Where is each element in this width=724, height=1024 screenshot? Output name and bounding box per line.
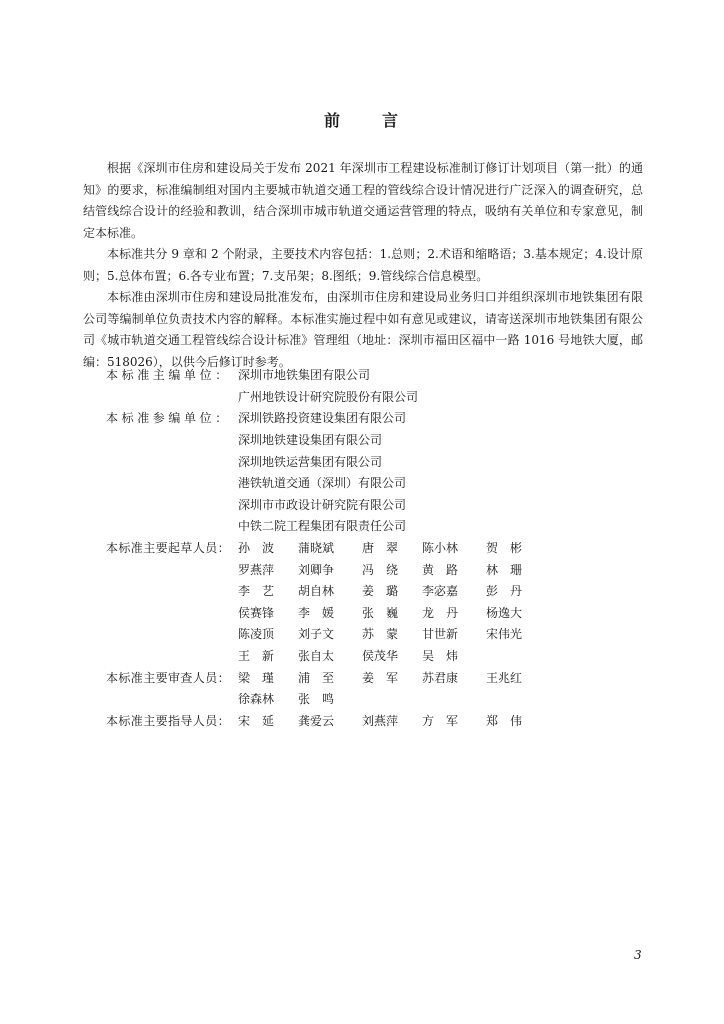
drafter-name: 刘子文 (298, 627, 335, 642)
reviewer-name: 浦 至 (298, 670, 335, 685)
participating-unit-item: 深圳地铁运营集团有限公司 (238, 454, 383, 469)
drafter-name: 林 珊 (486, 562, 523, 577)
chief-unit-item: 深圳市地铁集团有限公司 (238, 368, 371, 383)
drafters-label: 本标准主要起草人员： (106, 541, 231, 556)
chief-units-label: 本标准主编单位： (106, 368, 231, 383)
drafter-name: 姜 璐 (362, 584, 399, 599)
drafter-name: 吴 炜 (422, 649, 459, 664)
guide-name: 郑 伟 (486, 713, 523, 728)
drafters-row (106, 558, 626, 580)
drafter-name: 陈凌顶 (238, 627, 275, 642)
drafter-name: 唐 翠 (362, 541, 399, 556)
reviewer-name: 梁 瑾 (238, 670, 275, 685)
chief-unit-item: 广州地铁设计研究院股份有限公司 (238, 389, 419, 404)
drafter-name: 刘卿争 (298, 562, 335, 577)
drafters-row (106, 537, 626, 559)
drafter-name: 王 新 (238, 649, 275, 664)
drafter-name: 蒲晓斌 (298, 541, 335, 556)
drafter-name: 张自太 (298, 649, 335, 664)
title-char-2: 言 (382, 111, 401, 130)
reviewer-name: 姜 军 (362, 670, 399, 685)
guide-name: 刘燕萍 (362, 713, 399, 728)
reviewers-label: 本标准主要审查人员： (106, 670, 231, 685)
chief-units-row (106, 364, 626, 386)
participating-unit-item: 深圳市市政设计研究院有限公司 (238, 497, 407, 512)
page-title (0, 108, 724, 131)
reviewer-name: 徐森林 (238, 692, 275, 707)
guide-name: 宋 延 (238, 713, 275, 728)
preface-body (83, 158, 643, 373)
drafter-name: 杨逸大 (486, 605, 523, 620)
paragraph-contents: 本标准共分 9 章和 2 个附录，主要技术内容包括：1.总则；2.术语和缩略语；3.基本规定；4.设计原则；5.总体布置；6.各专业布置；7.支吊架；8.图纸；9.管线综合信息模型。 (83, 247, 643, 283)
guides-row (106, 710, 626, 732)
drafter-name: 冯 绕 (362, 562, 399, 577)
drafter-name: 侯赛锋 (238, 605, 275, 620)
paragraph-basis: 根据《深圳市住房和建设局关于发布 2021 年深圳市工程建设标准制订修订计划项目（第一批）的通知》的要求，标准编制组对国内主要城市轨道交通工程的管线综合设计情况进行广泛深入的调查研究，总结管线综合设计的经验和教训，结合深圳市城市轨道交通运营管理的特点，吸纳有关单位和专家意见，制定本标准。 (83, 161, 643, 240)
drafter-name: 李 艺 (238, 584, 275, 599)
drafter-name: 李 媛 (298, 605, 335, 620)
participating-unit-item: 港铁轨道交通（深圳）有限公司 (238, 476, 407, 491)
participating-unit-item: 深圳地铁建设集团有限公司 (238, 433, 383, 448)
drafter-name: 龙 丹 (422, 605, 459, 620)
reviewers-row (106, 666, 626, 688)
credits-block (106, 364, 626, 731)
drafter-name: 宋伟光 (486, 627, 523, 642)
participating-units-label: 本标准参编单位： (106, 411, 231, 426)
drafters-row (106, 623, 626, 645)
guides-label: 本标准主要指导人员： (106, 713, 231, 728)
reviewer-name: 苏君康 (422, 670, 459, 685)
reviewer-name: 王兆红 (486, 670, 523, 685)
drafter-name: 苏 蒙 (362, 627, 399, 642)
drafter-name: 彭 丹 (486, 584, 523, 599)
drafter-name: 黄 路 (422, 562, 459, 577)
drafter-name: 李宓嘉 (422, 584, 459, 599)
drafter-name: 罗燕萍 (238, 562, 275, 577)
drafter-name: 陈小林 (422, 541, 459, 556)
reviewer-name: 张 鸣 (298, 692, 335, 707)
drafter-name: 贺 彬 (486, 541, 523, 556)
drafters-row (106, 645, 626, 667)
drafter-name: 甘世新 (422, 627, 459, 642)
drafter-name: 孙 波 (238, 541, 275, 556)
participating-unit-item: 中铁二院工程集团有限责任公司 (238, 519, 407, 534)
title-char-1: 前 (323, 111, 342, 130)
paragraph-authority: 本标准由深圳市住房和建设局批准发布，由深圳市住房和建设局业务归口并组织深圳市地铁集团有限公司等编制单位负责技术内容的解释。本标准实施过程中如有意见或建议，请寄送深圳市地铁集团有限公司《城市轨道交通工程管线综合设计标准》管理组（地址：深圳市福田区福中一路 1016 号地铁大厦，邮编：518026），以供今后修订时参考。 (83, 290, 643, 369)
drafter-name: 张 巍 (362, 605, 399, 620)
guide-name: 龚爱云 (298, 713, 335, 728)
chief-units-row (106, 386, 626, 408)
drafter-name: 胡自林 (298, 584, 335, 599)
drafters-row (106, 580, 626, 602)
participating-units-row (106, 407, 626, 429)
reviewers-row (106, 688, 626, 710)
drafter-name: 侯茂华 (362, 649, 399, 664)
participating-unit-item: 深圳铁路投资建设集团有限公司 (238, 411, 407, 426)
drafters-row (106, 602, 626, 624)
page-number: 3 (634, 948, 642, 962)
guide-name: 方 军 (422, 713, 459, 728)
